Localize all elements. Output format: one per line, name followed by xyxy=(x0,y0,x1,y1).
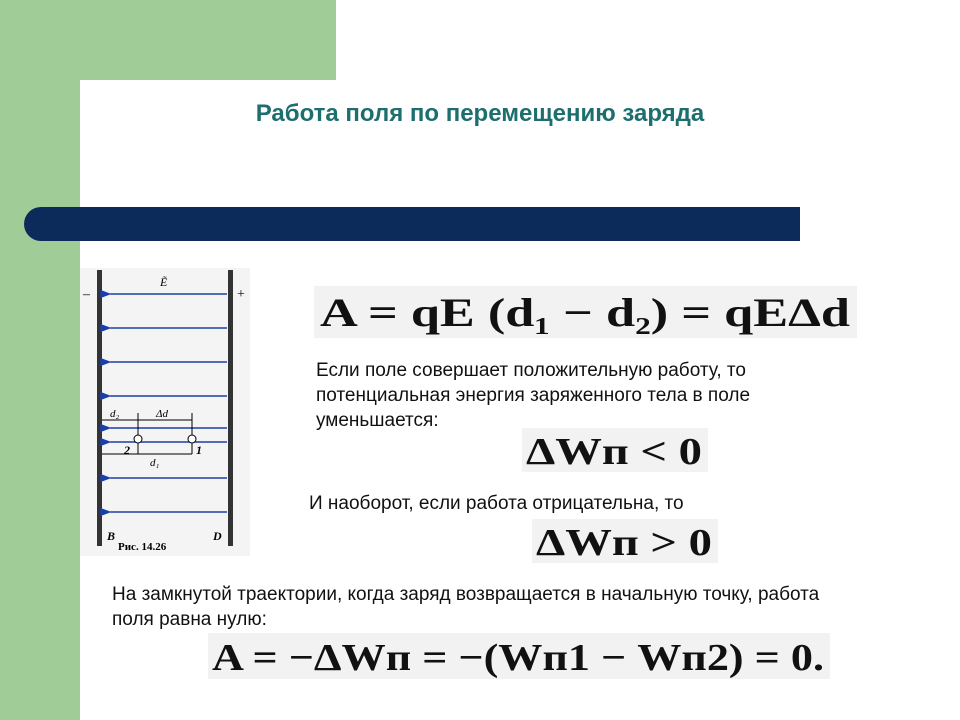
point2-label: 2 xyxy=(124,443,130,457)
formula-work xyxy=(314,286,857,338)
paragraph-closed-path: На замкнутой траектории, когда заряд возвращается в начальную точку, работа поля равна нулю: xyxy=(112,584,820,630)
minus-sign: – xyxy=(83,287,90,302)
paragraph-negative-work: И наоборот, если работа отрицательна, то xyxy=(309,493,684,514)
formula-closed-path-box xyxy=(208,633,830,679)
d1-label: d₁ xyxy=(150,457,160,469)
point1-charge xyxy=(188,435,196,443)
capacitor-figure xyxy=(80,268,250,556)
plate-d-label: D xyxy=(213,529,222,543)
field-label: Ẽ xyxy=(160,275,168,289)
point1-label: 1 xyxy=(196,443,202,457)
field-lines xyxy=(110,294,227,512)
d2-label: d₂ xyxy=(110,408,120,420)
formula-closed-path-text: A = −ΔWп = −(Wп1 − Wп2) = 0. xyxy=(212,637,824,679)
formula-delta-w-negative-box xyxy=(522,428,708,472)
formula-work-text: A = qE (d₁ − d₂) = qEΔd xyxy=(320,290,850,335)
formula-delta-w-negative-text: ΔWп < 0 xyxy=(526,431,702,472)
formula-delta-w-positive xyxy=(532,519,718,563)
formula-delta-w-negative xyxy=(522,428,708,472)
formula-delta-w-positive-box xyxy=(532,519,718,563)
formula-work-box xyxy=(314,286,857,338)
delta-d-label: Δd xyxy=(156,408,168,420)
left-plate xyxy=(97,270,102,546)
capacitor-diagram xyxy=(80,268,250,556)
point2-charge xyxy=(134,435,142,443)
paragraph-positive-work: Если поле совершает положительную работу, то потенциальная энергия заряженного тела в поле уменьшается: xyxy=(316,360,751,431)
decorative-green-strip-left xyxy=(0,0,80,720)
formula-closed-path xyxy=(208,633,830,679)
plate-b-label: B xyxy=(107,529,116,543)
slide-title: Работа поля по перемещению заряда xyxy=(255,100,705,127)
plus-sign: + xyxy=(237,287,245,302)
right-plate xyxy=(228,270,233,546)
figure-caption: Рис. 14.26 xyxy=(118,541,167,553)
decorative-title-bar xyxy=(24,207,800,241)
formula-delta-w-positive-text: ΔWп > 0 xyxy=(536,522,712,563)
